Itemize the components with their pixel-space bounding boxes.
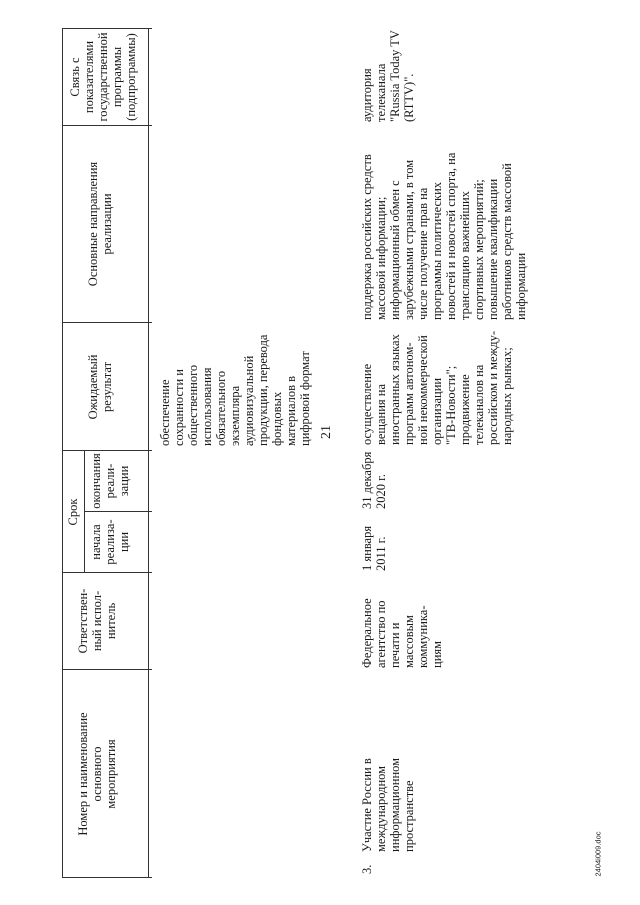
row-end: 31 декабря 2020 г. xyxy=(360,451,388,509)
column-divider-line xyxy=(62,322,152,323)
row-start: 1 января 2011 г. xyxy=(360,525,388,571)
header-number-name: Номер и наименование основного мероприятия xyxy=(76,712,118,836)
document-table xyxy=(62,28,604,878)
srok-divider-line xyxy=(84,451,85,573)
table-top-border xyxy=(62,28,63,878)
row-expected-result: осуществление вещания на иностранных языках программ автоном- ной некоммерческой организации "ТВ-Новости"; продвижение телеканалов на российском и между- народных рынках; xyxy=(360,330,514,445)
header-directions: Основные направления реализации xyxy=(86,161,114,287)
header-srok: Срок xyxy=(66,498,80,526)
row-name: Участие России в международном информационном пространстве xyxy=(360,757,416,852)
continuation-result: обеспечение сохранности и общественного использования обязательного экземпляра аудиовизуальной продукции, перевода фондовых материалов в цифровой формат xyxy=(158,334,312,446)
row-number: 3. xyxy=(360,864,374,874)
row-executor: Федеральное агентство по печати и массовым коммуника- циям xyxy=(360,598,444,668)
row-directions: поддержка российских средств массовой информации; информационный обмен с зарубежными странами, в том числе получение прав на программы политических новостей и новостей спорта, на трансляцию важнейших спортивных мероприятий; повышение квалификации работников средств массовой информации xyxy=(360,152,528,320)
header-executor: Ответствен- ный испол- нитель xyxy=(76,588,118,654)
footer-filename: 2404i009.doc xyxy=(593,831,603,877)
header-indicators-link: Связь с показателями государственной программы (подпрограммы) xyxy=(68,32,138,122)
row-indicators-link: аудитория телеканала "Russia Today TV (RTTV)". xyxy=(360,30,416,122)
header-expected-result: Ожидаемый результат xyxy=(86,354,114,420)
page-number: 21 xyxy=(319,425,334,439)
header-end: окончания реали- зации xyxy=(89,453,131,509)
header-start: начала реализа- ции xyxy=(89,519,131,565)
column-divider-line xyxy=(62,669,152,670)
table-left-border xyxy=(62,877,152,878)
header-bottom-border xyxy=(148,28,149,878)
